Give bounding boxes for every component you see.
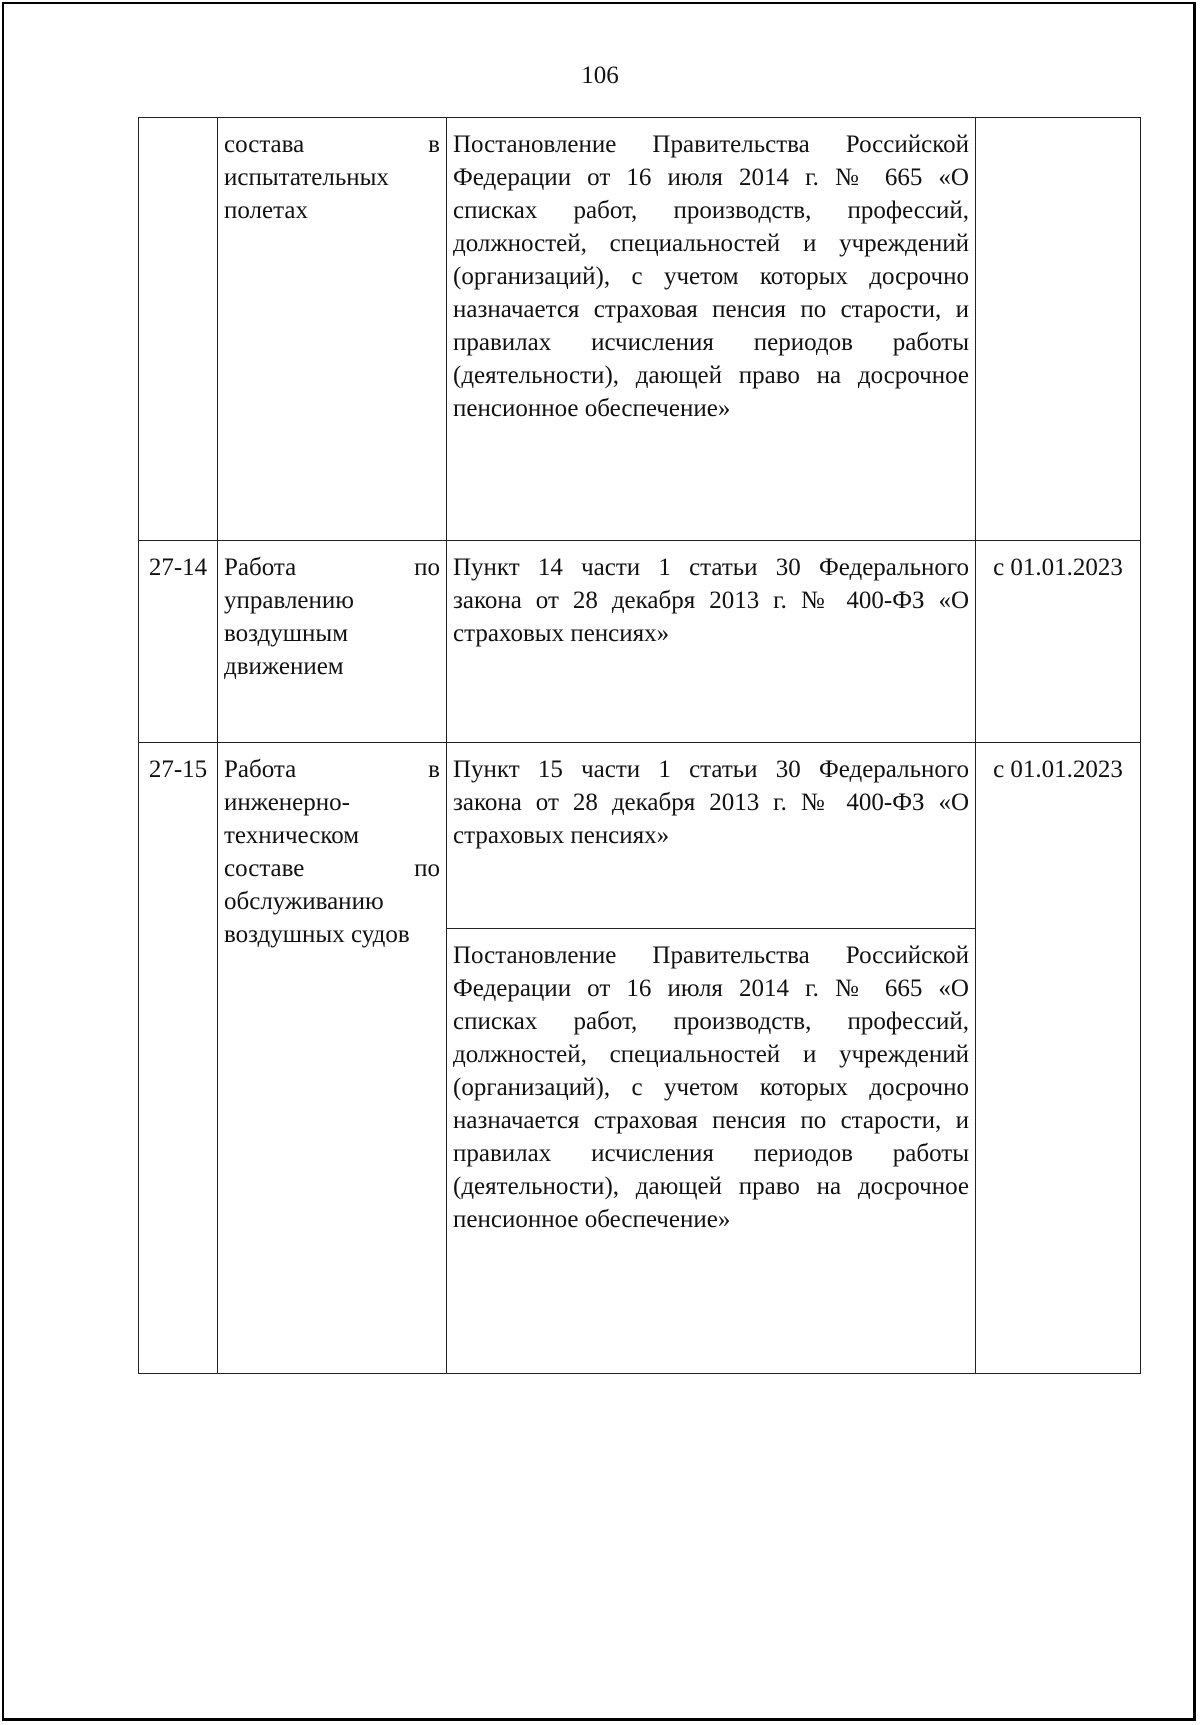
work-type-line: воздушным [224, 620, 349, 647]
work-type-cell [218, 118, 447, 541]
pension-table [138, 117, 1141, 1374]
work-type-line: инженерно- [224, 789, 350, 816]
effective-date-cell [976, 118, 1141, 541]
effective-date-cell: с 01.01.2023 [976, 541, 1141, 743]
legal-basis-cell: Постановление Правительства Российской Федерации от 16 июля 2014 г. № 665 «О списках работ, производств, профессий, должностей, специальностей и учреждений (организаций), с учетом которых досрочно назначается страховая пенсия по старости, и правилах исчисления периодов работы (деятельности), дающей право на досрочное пенсионное обеспечение» [447, 118, 976, 541]
work-type-line: Работа в [224, 756, 440, 783]
work-type-line: движением [224, 653, 344, 680]
work-type-line: управлению [224, 587, 354, 614]
work-type-line: испытательных [224, 164, 389, 191]
work-type-cell [218, 541, 447, 743]
page-number: 106 [581, 62, 619, 89]
legal-basis-cell: Пункт 14 части 1 статьи 30 Федерального закона от 28 декабря 2013 г. № 400-ФЗ «О страховых пенсиях» [447, 541, 976, 743]
row-number-cell: 27-15 [139, 743, 218, 1374]
work-type-line: полетах [224, 197, 308, 224]
table-row-27-15 [139, 743, 1141, 929]
legal-basis-cell: Постановление Правительства Российской Федерации от 16 июля 2014 г. № 665 «О списках работ, производств, профессий, должностей, специальностей и учреждений (организаций), с учетом которых досрочно назначается страховая пенсия по старости, и правилах исчисления периодов работы (деятельности), дающей право на досрочное пенсионное обеспечение» [447, 929, 976, 1374]
work-type-line: состава в [224, 131, 440, 158]
work-type-line: Работа по [224, 554, 440, 581]
legal-basis-cell: Пункт 15 части 1 статьи 30 Федерального закона от 28 декабря 2013 г. № 400-ФЗ «О страховых пенсиях» [447, 743, 976, 929]
work-type-line: обслуживанию [224, 888, 384, 915]
work-type-line: составе по [224, 855, 440, 882]
work-type-cell [218, 743, 447, 1374]
effective-date-cell: с 01.01.2023 [976, 743, 1141, 1374]
row-number-cell [139, 118, 218, 541]
work-type-line: воздушных судов [224, 921, 410, 948]
work-type-line: техническом [224, 822, 360, 849]
table-row-continued [139, 118, 1141, 541]
row-number-cell: 27-14 [139, 541, 218, 743]
table-row-27-14 [139, 541, 1141, 743]
